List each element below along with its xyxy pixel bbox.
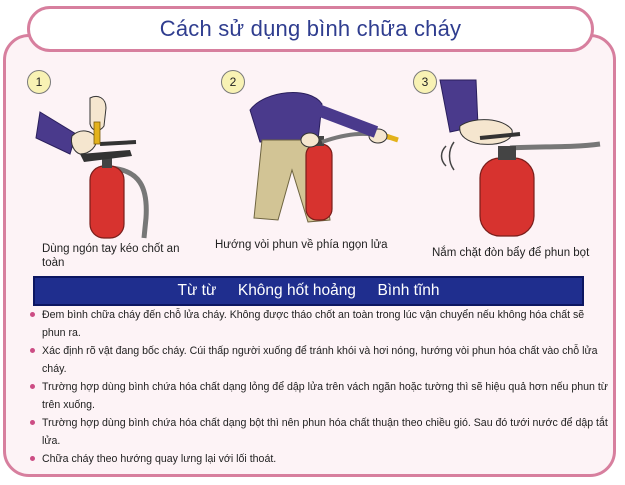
step-number-1: 1 bbox=[27, 70, 51, 94]
calm-reminder-banner bbox=[33, 276, 584, 306]
banner-text: Từ từ Không hốt hoảng Bình tĩnh bbox=[177, 282, 440, 299]
title-banner bbox=[27, 6, 594, 52]
bullet-icon bbox=[30, 420, 35, 425]
hand-pulling-pin-illustration bbox=[40, 78, 190, 238]
step-caption-1: Dùng ngón tay kéo chốt an toàn bbox=[42, 243, 180, 269]
step-number-2: 2 bbox=[221, 70, 245, 94]
tip-item: Xác định rõ vật đang bốc cháy. Cúi thấp người xuống để tránh khói và hơi nóng, hướng vòi phun hóa chất vào chỗ lửa cháy. bbox=[30, 342, 610, 378]
page-title: Cách sử dụng bình chữa cháy bbox=[159, 16, 462, 41]
hand-squeezing-lever-illustration bbox=[440, 76, 600, 236]
step-number-3: 3 bbox=[413, 70, 437, 94]
bullet-icon bbox=[30, 312, 35, 317]
tips-list bbox=[30, 306, 610, 468]
tip-item: Trường hợp dùng bình chứa hóa chất dạng bột thì nên phun hóa chất thuận theo chiều gió. Sau đó tưới nước để dập tắt lửa. bbox=[30, 414, 610, 450]
bullet-icon bbox=[30, 456, 35, 461]
step-caption-3: Nắm chặt đòn bẩy để phun bọt bbox=[432, 247, 590, 259]
tip-item: Chữa cháy theo hướng quay lưng lại với lối thoát. bbox=[30, 450, 610, 468]
tip-item: Đem bình chữa cháy đến chỗ lửa cháy. Không được tháo chốt an toàn trong lúc vận chuyển nếu không hóa chất sẽ phun ra. bbox=[30, 306, 610, 342]
bullet-icon bbox=[30, 384, 35, 389]
step-caption-2: Hướng vòi phun về phía ngọn lửa bbox=[215, 239, 388, 251]
tip-item: Trường hợp dùng bình chứa hóa chất dạng lỏng để dập lửa trên vách ngăn hoặc tường thì sẽ hiệu quả hơn nếu phun từ trên xuống. bbox=[30, 378, 610, 414]
bullet-icon bbox=[30, 348, 35, 353]
person-aiming-hose-illustration bbox=[240, 70, 410, 230]
